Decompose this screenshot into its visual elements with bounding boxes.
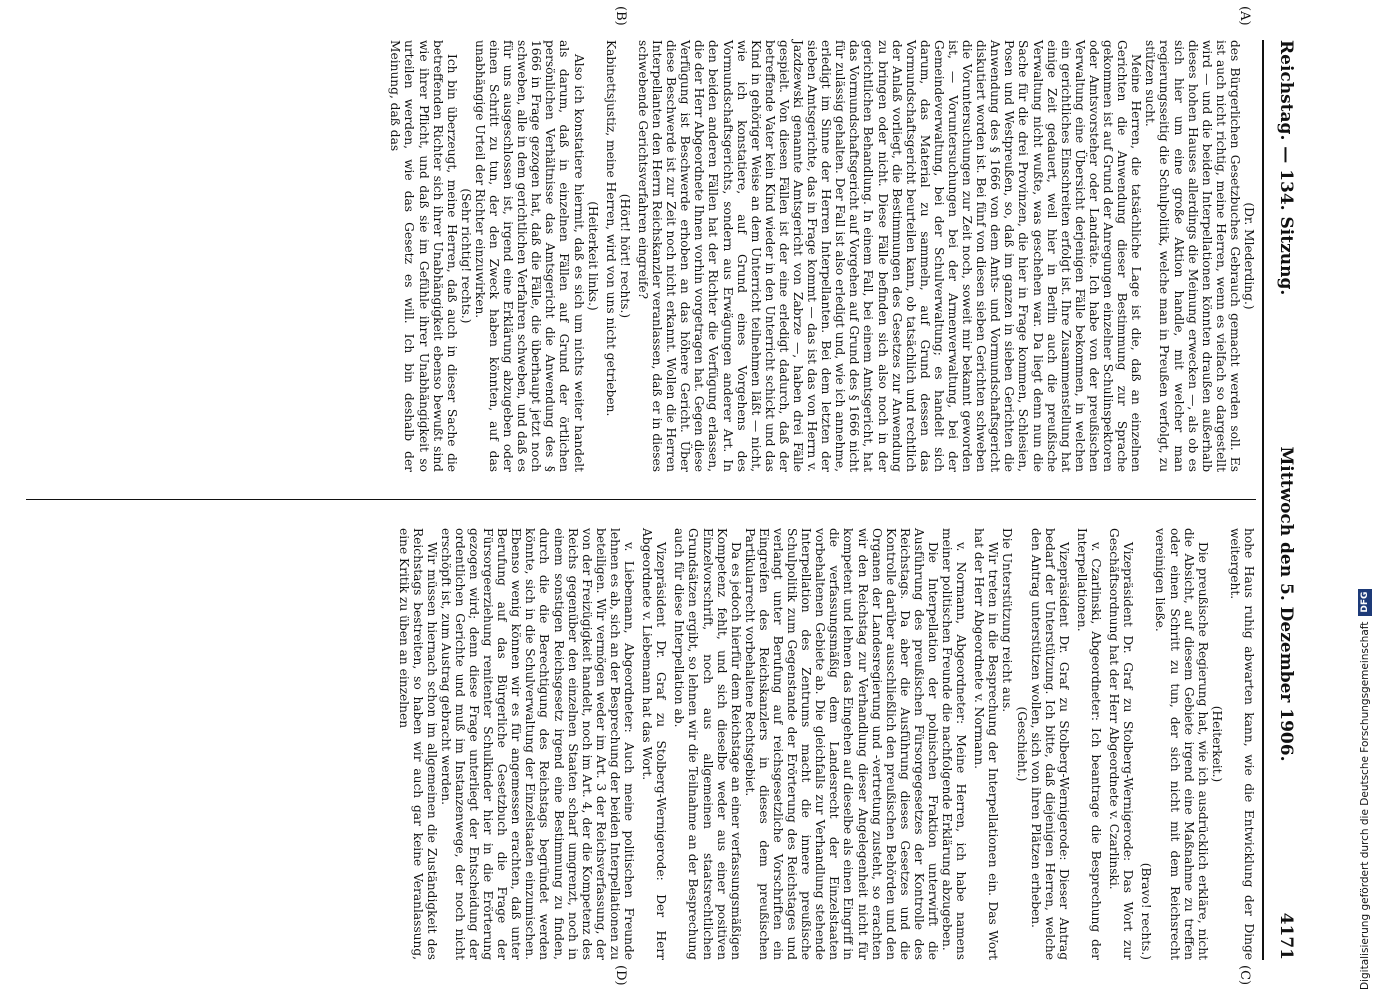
header-rule: [1262, 40, 1264, 960]
paragraph: Die Interpellation der polnischen Fraktion unterwirft die Ausführung des preußischen Fürsorgegesetzes der Kontrolle des Reichstags. Da aber die Ausführung dieses Gesetzes und die Kontrolle darüber ausschließlich den preußischen Behörden und den Organen der Landesregierung und -vertretung zusteht, so erachten wir den Reichstag zur Verhandlung dieser Angelegenheit nicht für kompetent und lehnen das Eingehen auf dieselbe als einen Eingriff in die verfassungsmäßig dem Landesrecht der Einzelstaaten vorbehaltenen Gebiete ab. Die gleichfalls zur Verhandlung stehende Interpellation des Zentrums macht die innere preußische Schulpolitik zum Gegenstande der Erörterung des Reichstages und verlangt unter Berufung auf reichsgesetzliche Vorschriften ein Eingreifen des Reichskanzlers in dieses dem preußischen Partikularrecht vorbehaltene Rechtsgebiet.: [742, 528, 941, 960]
paragraph: (Dr. Mlederding.): [1242, 202, 1256, 310]
paragraph: (Sehr richtig! rechts.): [458, 188, 473, 324]
paragraph: Die preußische Regierung hat, wie ich ausdrücklich erkläre, nicht die Absicht, auf diesem Gebiete irgend eine Maßnahme zu treffen oder einen Schritt zu tun, der sich nicht mit dem Reichsrecht vereinigen ließe.: [1153, 528, 1210, 960]
paragraph: des Bürgerlichen Gesetzbuches Gebrauch gemacht werden soll. Es ist auch nicht richtig, meine Herren, wenn es vielfach so dargestellt wird — und die beiden Interpellationen könnten draußen außerhalb dieses hohen Hauses allerdings die Meinung erwecken —, als ob es sich hier um eine große Aktion handle, mit welcher man regierungsseitig die Schulpolitik, welche man in Preußen verfolgt, zu stützen sucht.: [1143, 40, 1242, 472]
dfg-logo-icon: DFG: [1358, 589, 1372, 616]
right-text-column: [396, 528, 1256, 960]
paragraph: Vizepräsident Dr. Graf zu Stolberg-Wernigerode: Der Herr Abgeordnete v. Liebemann hat das Wort.: [640, 528, 669, 960]
paragraph: v. Normann, Abgeordneter: Meine Herren, ich habe namens meiner politischen Freunde die nachfolgende Erklärung abzugeben.: [940, 528, 969, 960]
paragraph: Meine Herren, die tatsächliche Lage ist die, daß an einzelnen Gerichten die Anwendung dieser Bestimmung zur Sprache gekommen ist auf Grund der Anregungen einzelner Schulinspektoren oder Amtsvorsteher oder Landräte. Ich habe von der preußischen Verwaltung eine Übersicht derjenigen Fälle bekommen, in welchen ein gerichtliches Einschreiten erfolgt ist. Ihre Zusammenstellung hat einige Zeit gedauert, weil hier in Berlin auch die preußische Verwaltung nicht wußte, was geschehen war. Da liegt denn nun die Sache für die drei Provinzen, die hier in Frage kommen, Schlesien, Posen und Westpreußen, so, daß im ganzen in sieben Gerichten die Anwendung des § 1666 von dem Amts- und Vormundschaftsgericht diskutiert worden ist. Bei fünf von diesen sieben Gerichten schweben die Voruntersuchungen zur Zeit noch, soweit mir bekannt geworden ist, — Voruntersuchungen bei der Armenverwaltung, bei der Gemeindeverwaltung, bei der Schulverwaltung; es handelt sich darum, das Material zu sammeln, auf Grund dessen das Vormundschaftsgericht beurteilen kann, ob tatsächlich und rechtlich der Anlaß vorliegt, die Bestimmungen des Gesetzes zur Anwendung zu bringen oder nicht. Diese Fälle befinden sich also noch in der gerichtlichen Behandlung. In einem Fall, bei einem Amtsgericht, hat das Vormundschaftsgericht auf Vorgehen auf Grund des § 1666 nicht für zulässig gehalten. Der Fall ist also erledigt und, wie ich annehme, erledigt im Sinne der Herren Interpellanten. Bei dem letzten der sieben Amtsgerichte, das in Frage kommt — das ist das von Herrn v. Jazdzewski genannte Amtsgericht von Zabrze —, haben drei Fälle gespielt. Von diesen Fällen ist der eine erledigt dadurch, daß der betreffende Vater kein Kind wieder in den Unterricht schickt und das Kind in gehöriger Weise an dem Unterricht teilnehmen läßt — nicht, wie ich konstatiere, auf Grund eines Vorgehens des Vormundschaftsgerichts, sondern aus Erwägungen anderer Art. In den beiden anderen Fällen hat der Richter die Verfügung erlassen, die der Herr Abgeordnete Ihnen vorhin vorgetragen hat. Gegen diese Verfügung ist Beschwerde erhoben an das höhere Gericht. Über diese Beschwerde ist zur Zeit noch nicht erkannt. Wollen die Herren Interpellanten den Herrn Reichskanzler veranlassen, daß er in dieses schwebende Gerichtsverfahren eingreife?: [635, 40, 1144, 472]
credit-text: Digitalisierung gefördert durch die Deutsche Forschungsgemeinschaft: [1359, 621, 1371, 990]
paragraph: Die Unterstützung reicht aus.: [1000, 528, 1015, 713]
paragraph: hohe Haus ruhig abwarten kann, wie die Entwicklung der Dinge weitergeht.: [1227, 528, 1256, 960]
paragraph: (Bravo! rechts.): [1139, 862, 1154, 960]
paragraph: Vizepräsident Dr. Graf zu Stolberg-Wernigerode: Dieser Antrag bedarf der Unterstützung. Ich bitte, daß diejenigen Herren, welche den Antrag unterstützen wollen, sich von ihren Plätzen erheben.: [1028, 528, 1071, 960]
paragraph: Wir müssen hiernach schon im allgemeinen die Zuständigkeit des Reichstags bestreiten, so haben wir auch gar keine Veranlassung, eine Kritik zu üben an einzelnen: [396, 528, 439, 960]
page-number: 4171: [1276, 912, 1296, 960]
paragraph: (Hört! hört! rechts.): [617, 193, 632, 319]
paragraph: v. Czarlinski, Abgeordneter: Ich beantrage die Besprechung der Interpellationen.: [1074, 528, 1104, 960]
paragraph: v. Liebemann, Abgeordneter: Auch meine politischen Freunde lehnen es ab, sich an der Besprechung der beiden Interpellationen zu beteiligen. Wir vermögen weder im Art. 3 der Reichsverfassung, der von der Freizügigkeit handelt, noch im Art. 4, der die Kompetenz des Reichs gegenüber den einzelnen Staaten scharf umgrenzt, noch in einem sonstigen Reichsgesetz irgend eine Bestimmung zu finden, durch die die Berechtigung des Reichstags begründet werden könnte, sich in die Schulverwaltung der Einzelstaaten einzumischen. Ebenso wenig können wir es für angemessen erachten, daß unter Berufung auf das Bürgerliche Gesetzbuch die Frage der Fürsorgeerziehung renitenter Schulkinder hier in die Erörterung gezogen wird; denn diese Frage unterliegt der Entscheidung der ordentlichen Gerichte und muß im Instanzenwege, der noch nicht erschöpft ist, zum Austrag gebracht werden.: [438, 528, 637, 960]
paragraph: Ich bin überzeugt, meine Herren, daß auch in dieser Sache die betreffenden Richter sich ihrer Unabhängigkeit ebenso bewußt sind wie ihrer Pflicht, und daß sie im Gefühle ihrer Unabhängigkeit so urteilen werden, wie das Gesetz es will. Ich bin deshalb der Meinung, daß das: [388, 40, 459, 472]
page-header: [1270, 40, 1296, 960]
paragraph: (Geschieht.): [1014, 706, 1029, 782]
paragraph: (Heiterkeit links.): [585, 201, 600, 311]
header-center: Mittwoch den 5. Dezember 1906.: [1276, 446, 1296, 762]
column-divider: [26, 499, 1256, 500]
margin-marker-d: (D): [613, 965, 628, 986]
paragraph: Wir treten in die Besprechung der Interpellationen ein. Das Wort hat der Herr Abgeordnete v. Normann.: [972, 528, 1001, 960]
margin-marker-c: (C): [1237, 965, 1252, 986]
margin-marker-a: (A): [1237, 6, 1252, 26]
margin-marker-b: (B): [613, 6, 628, 26]
digitization-credit: [1352, 20, 1378, 990]
header-left: Reichstag. — 134. Sitzung.: [1276, 40, 1296, 296]
paragraph: (Heiterkeit.): [1209, 705, 1224, 783]
paragraph: Also ich konstatiere hiermit, daß es sich um nichts weiter handelt als darum, daß in einzelnen Fällen auf Grund der örtlichen persönlichen Verhältnisse das Amtsgericht die Anwendung des § 1666 in Frage gezogen hat, daß die Fälle, die überhaupt jetzt noch schweben, alle in dem gerichtlichen Verfahren schweben, und daß es für uns ausgeschlossen ist, irgend eine Erklärung abzugeben oder einen Schritt zu tun, der den Zweck haben könnten, auf das unabhängige Urteil der Richter einzuwirken.: [472, 40, 586, 472]
paragraph: Vizepräsident Dr. Graf zu Stolberg-Wernigerode: Das Wort zur Geschäftsordnung hat der Herr Abgeordnete v. Czarlinski.: [1107, 528, 1136, 960]
paragraph: Kabinettsjustiz, meine Herren, wird von uns nicht getrieben.: [603, 40, 618, 417]
paragraph: Da es jedoch hierfür dem Reichstage an einer verfassungsmäßigen Kompetenz fehlt, und sich dieselbe weder aus einer positiven Einzelvorschrift, noch aus allgemeinen staatsrechtlichen Grundsätzen ergibt, so lehnen wir die Teilnahme an der Besprechung auch für diese Interpellation ab.: [672, 528, 743, 960]
left-text-column: [388, 40, 1256, 472]
